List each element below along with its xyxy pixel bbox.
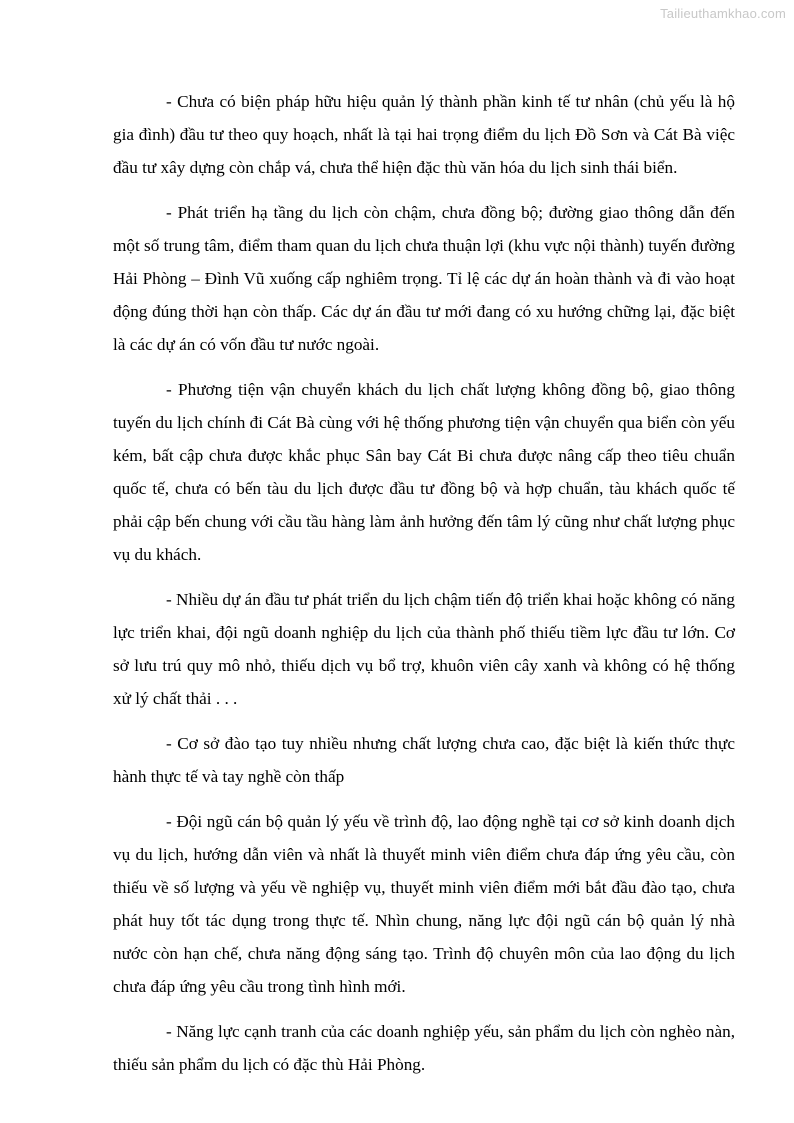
paragraph-1: - Chưa có biện pháp hữu hiệu quản lý thành phần kinh tế tư nhân (chủ yếu là hộ gia đình) đầu tư theo quy hoạch, nhất là tại hai trọng điểm du lịch Đồ Sơn và Cát Bà việc đầu tư xây dựng còn chắp vá, chưa thể hiện đặc thù văn hóa du lịch sinh thái biển. bbox=[113, 92, 735, 177]
paragraph-5: - Cơ sở đào tạo tuy nhiều nhưng chất lượng chưa cao, đặc biệt là kiến thức thực hành thực tế và tay nghề còn thấp bbox=[113, 734, 735, 786]
paragraph-6: - Đội ngũ cán bộ quản lý yếu về trình độ, lao động nghề tại cơ sở kinh doanh dịch vụ du lịch, hướng dẫn viên và nhất là thuyết minh viên điểm chưa đáp ứng yêu cầu, còn thiếu về số lượng và yếu về nghiệp vụ, thuyết minh viên điểm mới bắt đầu đào tạo, chưa phát huy tốt tác dụng trong thực tế. Nhìn chung, năng lực đội ngũ cán bộ quản lý nhà nước còn hạn chế, chưa năng động sáng tạo. Trình độ chuyên môn của lao động du lịch chưa đáp ứng yêu cầu trong tình hình mới. bbox=[113, 812, 735, 996]
paragraph-4: - Nhiều dự án đầu tư phát triển du lịch chậm tiến độ triển khai hoặc không có năng lực triển khai, đội ngũ doanh nghiệp du lịch của thành phố thiếu tiềm lực đầu tư lớn. Cơ sở lưu trú quy mô nhỏ, thiếu dịch vụ bổ trợ, khuôn viên cây xanh và không có hệ thống xử lý chất thải . . . bbox=[113, 590, 735, 708]
paragraph-2: - Phát triển hạ tầng du lịch còn chậm, chưa đồng bộ; đường giao thông dẫn đến một số trung tâm, điểm tham quan du lịch chưa thuận lợi (khu vực nội thành) tuyến đường Hải Phòng – Đình Vũ xuống cấp nghiêm trọng. Tỉ lệ các dự án hoàn thành và đi vào hoạt động đúng thời hạn còn thấp. Các dự án đầu tư mới đang có xu hướng chững lại, đặc biệt là các dự án có vốn đầu tư nước ngoài. bbox=[113, 203, 735, 354]
document-body bbox=[113, 85, 735, 1093]
paragraph-7: - Năng lực cạnh tranh của các doanh nghiệp yếu, sản phẩm du lịch còn nghèo nàn, thiếu sản phẩm du lịch có đặc thù Hải Phòng. bbox=[113, 1022, 735, 1074]
paragraph-3: - Phương tiện vận chuyển khách du lịch chất lượng không đồng bộ, giao thông tuyến du lịch chính đi Cát Bà cùng với hệ thống phương tiện vận chuyển qua biển còn yếu kém, bất cập chưa được khắc phục Sân bay Cát Bi chưa được nâng cấp theo tiêu chuẩn quốc tế, chưa có bến tàu du lịch được đầu tư đồng bộ và hợp chuẩn, tàu khách quốc tế phải cập bến chung với cầu tầu hàng làm ảnh hưởng đến tâm lý cũng như chất lượng phục vụ du khách. bbox=[113, 380, 735, 564]
watermark-text: Tailieuthamkhao.com bbox=[660, 6, 786, 21]
